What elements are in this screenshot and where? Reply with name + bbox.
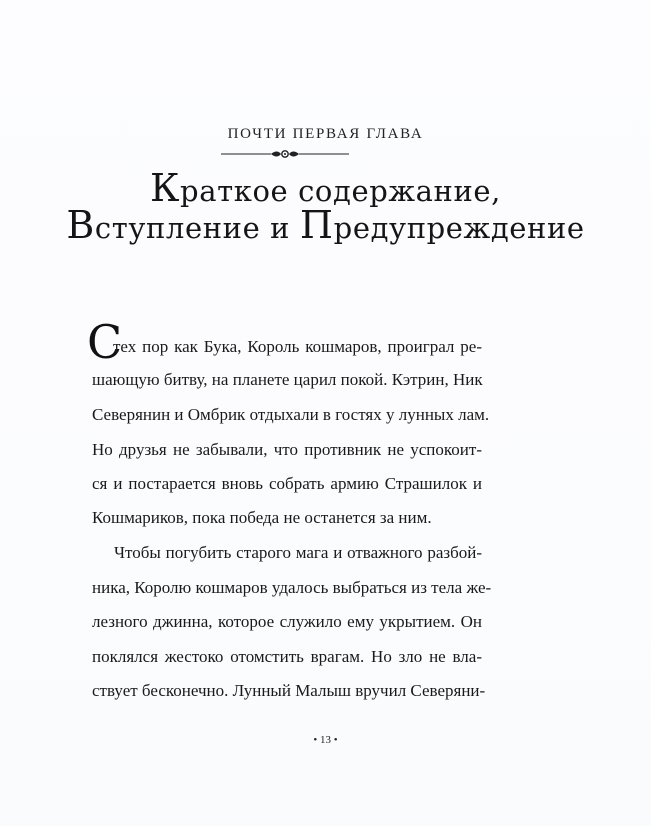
body-line: Чтобы погубить старого мага и отважного разбой-	[114, 543, 482, 562]
body-line: поклялся жестоко отомстить врагам. Но зло не вла-	[92, 647, 482, 666]
chapter-kicker: ПОЧТИ ПЕРВАЯ ГЛАВА	[227, 126, 424, 142]
page-number: • 13 •	[313, 734, 338, 746]
title-text: раткое содержание,	[180, 174, 501, 208]
chapter-title-line-2	[0, 203, 651, 247]
title-text: ступление и	[94, 211, 300, 245]
title-capital: П	[299, 203, 334, 247]
title-capital: К	[150, 166, 181, 210]
body-line: ника, Королю кошмаров удалось выбраться из тела же-	[92, 578, 492, 597]
body-line: шающую битву, на планете царил покой. Кэтрин, Ник	[92, 370, 483, 389]
body-line: Но друзья не забывали, что противник не успокоит-	[92, 440, 482, 459]
drop-cap: С	[87, 315, 123, 369]
body-line: ствует бесконечно. Лунный Малыш вручил Северяни-	[92, 681, 486, 700]
body-line: тех пор как Бука, Король кошмаров, проиграл ре-	[113, 337, 482, 356]
body-line: Северянин и Омбрик отдыхали в гостях у лунных лам.	[92, 405, 490, 424]
body-line: лезного джинна, которое служило ему укрытием. Он	[92, 612, 482, 631]
title-text: редупреждение	[333, 211, 585, 245]
title-capital: В	[66, 203, 95, 247]
ornament-divider-icon	[221, 147, 349, 161]
body-line: Кошмариков, пока победа не останется за ним.	[92, 508, 432, 527]
body-line: ся и постарается вновь собрать армию Страшилок и	[92, 474, 482, 493]
